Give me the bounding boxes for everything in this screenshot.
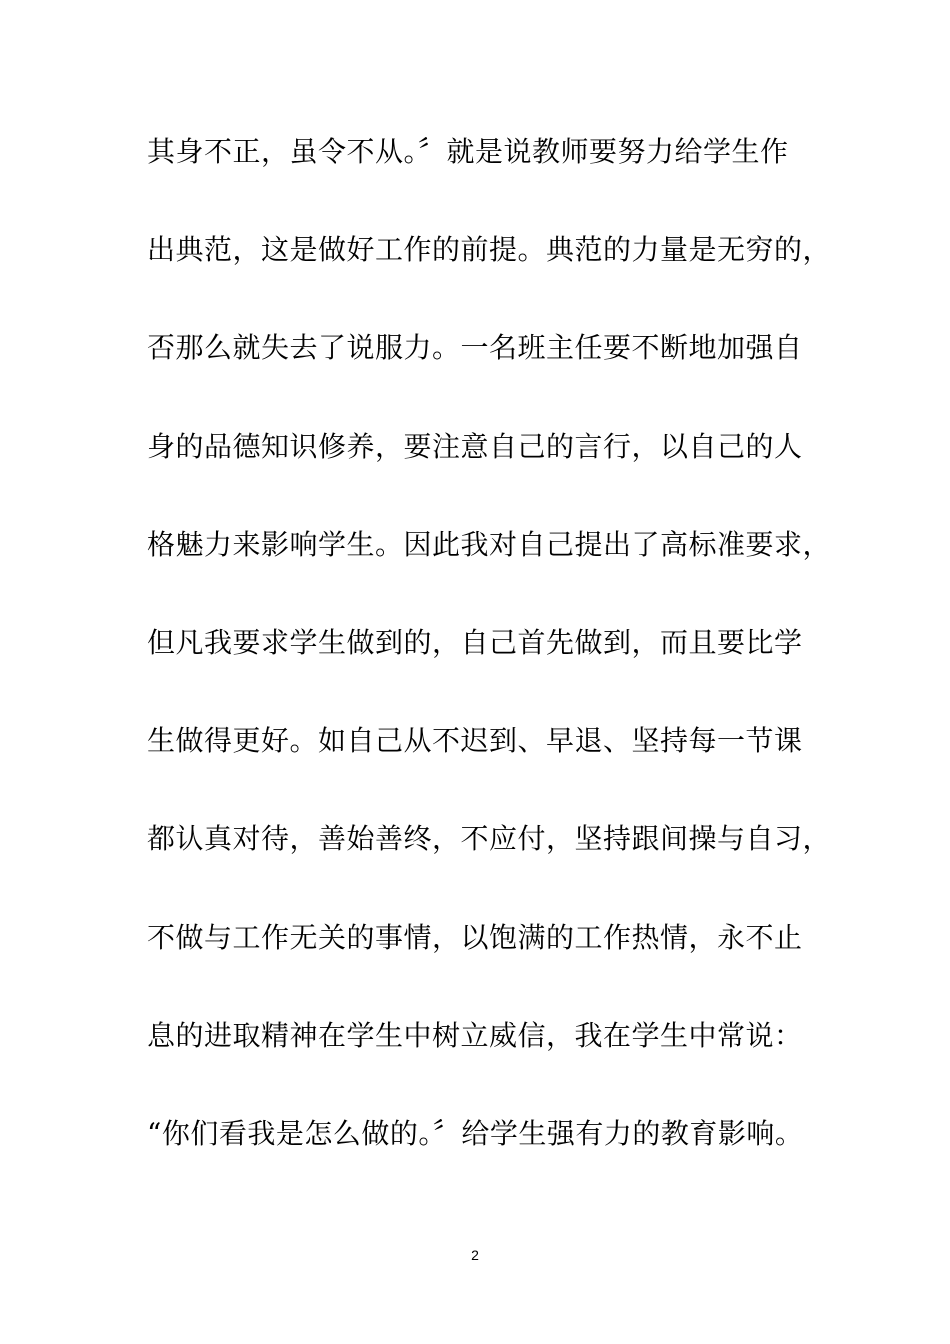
text-line-11: “你们看我是怎么做的。〞给学生强有力的教育影响。 [147,1116,804,1150]
text-line-1: 其身不正，虽令不从。〞就是说教师要努力给学生作 [147,135,789,168]
text-line-4: 身的品德知识修养，要注意自己的言行，以自己的人 [147,429,803,463]
text-line-3: 否那么就失去了说服力。一名班主任要不断地加强自 [147,331,803,365]
text-line-9: 不做与工作无关的事情，以饱满的工作热情，永不止 [147,920,803,954]
text-line-8: 都认真对待，善始善终，不应付，坚持跟间操与自习， [147,822,832,856]
text-line-2: 出典范，这是做好工作的前提。典范的力量是无穷的， [147,233,832,267]
text-line-5: 格魅力来影响学生。因此我对自己提出了高标准要求， [147,527,832,561]
text-line-6: 但凡我要求学生做到的，自己首先做到，而且要比学 [147,625,803,659]
page-number: 2 [471,1247,479,1263]
text-line-10: 息的进取精神在学生中树立威信，我在学生中常说： [147,1018,803,1052]
text-line-7: 生做得更好。如自己从不迟到、早退、坚持每一节课 [147,724,803,758]
body-paragraph [147,126,847,1206]
